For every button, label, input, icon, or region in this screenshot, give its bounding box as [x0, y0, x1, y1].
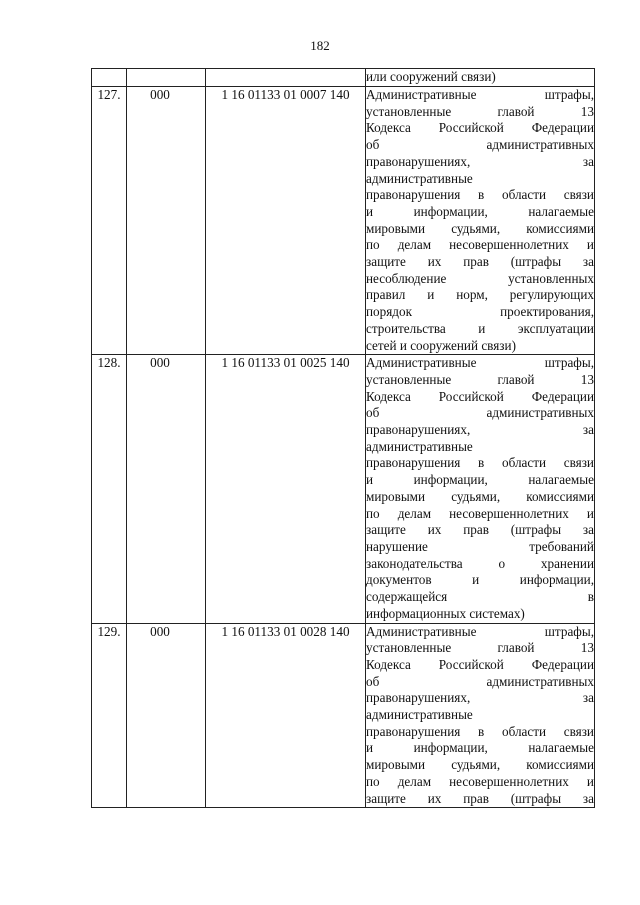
description-line — [366, 204, 594, 221]
description-line — [366, 640, 594, 657]
description-word: комиссиями — [526, 488, 594, 504]
description-word: штрафы, — [544, 623, 594, 639]
description-line — [366, 389, 594, 406]
description-word: за — [582, 522, 594, 538]
description-word: несовершеннолетних — [449, 505, 569, 521]
description-word: налагаемые — [528, 740, 594, 756]
row-description — [366, 87, 595, 355]
description-word: установленные — [366, 640, 452, 656]
description-word: делам — [397, 773, 432, 789]
description-line — [366, 556, 594, 573]
description-word: в — [478, 723, 485, 739]
description-line — [366, 439, 594, 456]
description-word: за — [582, 422, 594, 438]
description-word: информации, — [519, 572, 594, 588]
description-word: административные — [366, 707, 473, 723]
description-word: их — [427, 790, 442, 806]
cell-description — [366, 69, 595, 87]
cell-admin-code — [127, 69, 206, 87]
description-word: административные — [366, 170, 473, 186]
description-line — [366, 304, 594, 321]
description-word: проектирования, — [500, 304, 594, 320]
description-word: налагаемые — [528, 203, 594, 219]
description-word: установленные — [366, 371, 452, 387]
description-line — [366, 690, 594, 707]
table-row — [92, 623, 595, 808]
description-word: Административные — [366, 355, 477, 371]
description-line — [366, 674, 594, 691]
description-line — [366, 271, 594, 288]
description-word: или сооружений связи) — [366, 69, 496, 84]
description-word: в — [587, 589, 594, 605]
description-word: законодательства — [366, 555, 463, 571]
row-number: 129. — [92, 623, 127, 808]
classification-code: 1 16 01133 01 0025 140 — [206, 355, 366, 623]
description-word: за — [582, 254, 594, 270]
description-word: связи — [563, 455, 594, 471]
admin-code-text: 000 — [150, 87, 170, 102]
description-word: главой — [497, 640, 535, 656]
description-word: правонарушения — [366, 187, 461, 203]
description-word: документов — [366, 572, 432, 588]
description-word: Российской — [438, 656, 504, 672]
description-line — [366, 254, 594, 271]
description-word: правонарушениях, — [366, 422, 471, 438]
description-word: и — [366, 472, 374, 488]
description-word: за — [582, 790, 594, 806]
admin-code — [127, 87, 206, 355]
description-word: в — [478, 187, 485, 203]
description-word: делам — [397, 505, 432, 521]
description-word: и — [586, 773, 594, 789]
description-word: 13 — [580, 640, 594, 656]
description-word: прав — [463, 254, 489, 270]
description-line — [366, 237, 594, 254]
description-line — [366, 405, 594, 422]
description-word: связи — [563, 187, 594, 203]
budget-classification-table — [91, 68, 595, 808]
description-word: (штрафы — [510, 790, 562, 806]
description-word: Федерации — [531, 120, 594, 136]
cell-class-code — [206, 69, 366, 87]
description-line — [366, 137, 594, 154]
description-line — [366, 154, 594, 171]
description-word: 13 — [580, 371, 594, 387]
description-word: за — [582, 153, 594, 169]
description-word: комиссиями — [526, 757, 594, 773]
description-word: комиссиями — [526, 220, 594, 236]
description-word: информационных системах) — [366, 605, 525, 621]
description-word: штрафы, — [544, 87, 594, 102]
page-number: 182 — [310, 38, 330, 53]
description-word: Федерации — [531, 388, 594, 404]
description-word: несовершеннолетних — [449, 237, 569, 253]
description-line — [366, 87, 594, 104]
description-word: (штрафы — [510, 522, 562, 538]
description-word: и — [366, 203, 374, 219]
description-word: несоблюдение — [366, 270, 447, 286]
description-word: нарушение — [366, 538, 428, 554]
description-line — [366, 455, 594, 472]
description-line — [366, 740, 594, 757]
description-word: судьями, — [451, 757, 501, 773]
description-line — [366, 724, 594, 741]
description-line — [366, 171, 594, 188]
description-line — [366, 422, 594, 439]
description-word: Кодекса — [366, 656, 411, 672]
description-word: установленные — [366, 103, 452, 119]
description-word: административные — [366, 438, 473, 454]
description-line — [366, 589, 594, 606]
description-word: порядок — [366, 304, 413, 320]
description-word: их — [427, 254, 442, 270]
description-line — [366, 69, 594, 86]
row-description — [366, 623, 595, 808]
description-word: правонарушениях, — [366, 690, 471, 706]
table-row-continuation — [92, 69, 595, 87]
description-word: административных — [486, 405, 594, 421]
description-word: хранении — [540, 555, 594, 571]
row-number: 128. — [92, 355, 127, 623]
description-word: несовершеннолетних — [449, 773, 569, 789]
description-word: сетей и сооружений связи) — [366, 337, 516, 353]
description-word: за — [582, 690, 594, 706]
description-line — [366, 572, 594, 589]
description-line — [366, 707, 594, 724]
description-word: мировыми — [366, 488, 426, 504]
description-word: налагаемые — [528, 472, 594, 488]
description-word: и — [586, 505, 594, 521]
description-line — [366, 657, 594, 674]
description-word: мировыми — [366, 757, 426, 773]
description-word: связи — [563, 723, 594, 739]
description-word: и — [427, 287, 435, 303]
description-word: по — [366, 773, 380, 789]
description-word: главой — [497, 103, 535, 119]
description-word: информации, — [413, 740, 488, 756]
description-word: и — [472, 572, 480, 588]
classification-code: 1 16 01133 01 0028 140 — [206, 623, 366, 808]
description-word: прав — [463, 522, 489, 538]
description-line — [366, 506, 594, 523]
description-word: Кодекса — [366, 120, 411, 136]
admin-code-text: 000 — [150, 623, 170, 639]
description-word: защите — [366, 254, 406, 270]
description-word: об — [366, 673, 380, 689]
description-word: административных — [486, 137, 594, 153]
description-word: правил — [366, 287, 406, 303]
description-word: Кодекса — [366, 388, 411, 404]
description-word: защите — [366, 790, 406, 806]
description-line — [366, 472, 594, 489]
description-line — [366, 187, 594, 204]
description-line — [366, 489, 594, 506]
table-row — [92, 355, 595, 623]
description-line — [366, 372, 594, 389]
description-word: области — [501, 723, 547, 739]
description-word: административных — [486, 673, 594, 689]
row-number: 127. — [92, 87, 127, 355]
description-line — [366, 355, 594, 372]
description-word: эксплуатации — [517, 320, 594, 336]
description-word: Российской — [438, 120, 504, 136]
description-line — [366, 321, 594, 338]
description-word: (штрафы — [510, 254, 562, 270]
description-line — [366, 104, 594, 121]
description-word: делам — [397, 237, 432, 253]
description-word: и — [478, 320, 486, 336]
description-word: и — [366, 740, 374, 756]
admin-code — [127, 355, 206, 623]
description-word: в — [478, 455, 485, 471]
description-word: требований — [529, 538, 594, 554]
description-line — [366, 221, 594, 238]
description-word: судьями, — [451, 220, 501, 236]
description-word: Федерации — [531, 656, 594, 672]
description-word: об — [366, 405, 380, 421]
table-body — [92, 69, 595, 808]
description-word: Российской — [438, 388, 504, 404]
description-line — [366, 624, 594, 641]
description-line — [366, 606, 594, 623]
description-word: по — [366, 237, 380, 253]
cell-num — [92, 69, 127, 87]
description-word: защите — [366, 522, 406, 538]
description-line — [366, 338, 594, 355]
description-word: области — [501, 455, 547, 471]
description-word: строительства — [366, 320, 446, 336]
description-word: правонарушения — [366, 455, 461, 471]
description-word: Административные — [366, 623, 477, 639]
description-word: установленных — [508, 270, 594, 286]
description-word: их — [427, 522, 442, 538]
description-word: правонарушения — [366, 723, 461, 739]
description-line — [366, 120, 594, 137]
description-word: прав — [463, 790, 489, 806]
description-line — [366, 522, 594, 539]
description-line — [366, 791, 594, 808]
description-word: о — [498, 555, 506, 571]
description-line — [366, 539, 594, 556]
description-word: информации, — [413, 472, 488, 488]
description-word: судьями, — [451, 488, 501, 504]
description-line — [366, 287, 594, 304]
description-line — [366, 757, 594, 774]
admin-code-text: 000 — [150, 355, 170, 371]
description-word: штрафы, — [544, 355, 594, 371]
description-word: Административные — [366, 87, 477, 102]
table-row — [92, 87, 595, 355]
description-word: мировыми — [366, 220, 426, 236]
description-word: регулирующих — [509, 287, 594, 303]
description-word: и — [586, 237, 594, 253]
description-word: содержащейся — [366, 589, 448, 605]
admin-code — [127, 623, 206, 808]
description-word: 13 — [580, 103, 594, 119]
description-word: информации, — [413, 203, 488, 219]
description-word: главой — [497, 371, 535, 387]
description-word: норм, — [456, 287, 488, 303]
classification-code: 1 16 01133 01 0007 140 — [206, 87, 366, 355]
description-word: по — [366, 505, 380, 521]
description-word: правонарушениях, — [366, 153, 471, 169]
row-description — [366, 355, 595, 623]
description-word: области — [501, 187, 547, 203]
description-word: об — [366, 137, 380, 153]
description-line — [366, 774, 594, 791]
